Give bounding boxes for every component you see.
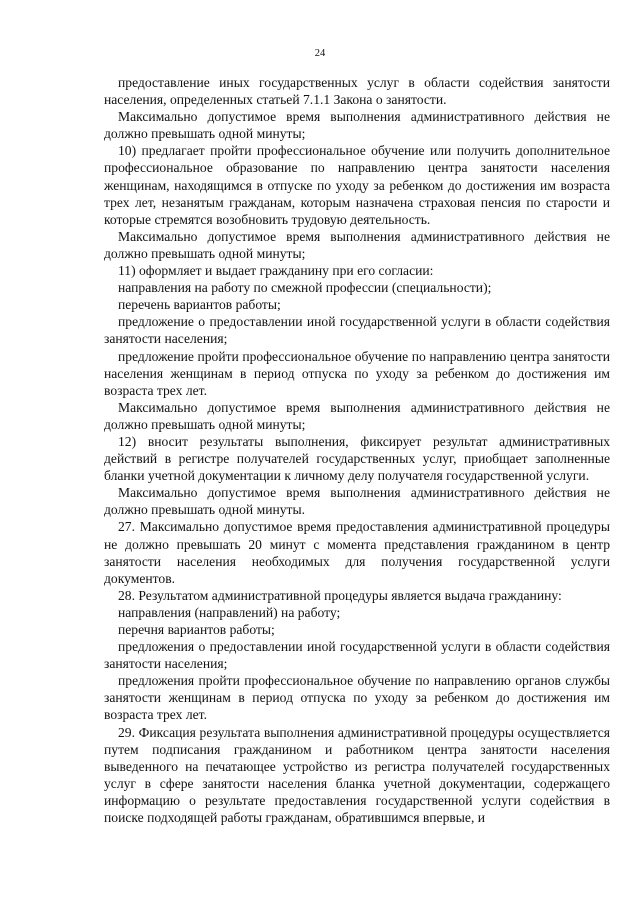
paragraph: Максимально допустимое время выполнения административного действия не должно превышать одной минуты;	[104, 228, 610, 261]
paragraph: направления (направлений) на работу;	[118, 604, 341, 620]
paragraph: 11) оформляет и выдает гражданину при его согласии:	[118, 263, 434, 279]
paragraph: 28. Результатом административной процедуры является выдача гражданину:	[118, 587, 562, 603]
paragraph: Максимально допустимое время выполнения административного действия не должно превышать одной минуты.	[104, 485, 610, 518]
paragraph: 29. Фиксация результата выполнения административной процедуры осуществляется путем подписания гражданином и работником центра занятости населения выведенного на печатающее устройство из регистра получателей государственных услуг в сфере занятости населения бланка учетной документации, содержащего информацию о результате предоставления государственной услуги содействия в поиске подходящей работы гражданам, обратившимся впервые, и	[104, 724, 610, 826]
paragraph: предложение пройти профессиональное обучение по направлению центра занятости населения женщинам в период отпуска по уходу за ребенком до достижения им возраста трех лет.	[104, 348, 610, 398]
paragraph: перечня вариантов работы;	[118, 622, 275, 637]
document-body	[104, 74, 610, 826]
page-number: 24	[314, 48, 326, 59]
paragraph: предложения пройти профессиональное обучение по направлению органов службы занятости женщинам в период отпуска по уходу за ребенком до достижения им возраста трех лет.	[104, 673, 610, 723]
paragraph: 27. Максимально допустимое время предоставления административной процедуры не должно превышать 20 минут с момента представления гражданином в центр занятости населения необходимых для получения государственной услуги документов.	[104, 519, 610, 586]
paragraph: Максимально допустимое время выполнения административного действия не должно превышать одной минуты;	[104, 399, 610, 432]
paragraph: Максимально допустимое время выполнения административного действия не должно превышать одной минуты;	[104, 109, 610, 142]
paragraph: 12) вносит результаты выполнения, фиксирует результат административных действий в регистре получателей государственных услуг, приобщает заполненные бланки учетной документации к личному делу получателя государственной услуги.	[104, 433, 610, 484]
paragraph: предложения о предоставлении иной государственной услуги в области содействия занятости населения;	[104, 639, 610, 672]
paragraph: 10) предлагает пройти профессиональное обучение или получить дополнительное профессиональное образование по направлению центра занятости населения женщинам, находящимся в отпуске по уходу за ребенком до достижения им возраста трех лет, незанятым гражданам, которым назначена страховая пенсия по старости и которые стремятся возобновить трудовую деятельность.	[104, 143, 610, 227]
paragraph: предложение о предоставлении иной государственной услуги в области содействия занятости населения;	[104, 314, 610, 347]
paragraph: предоставление иных государственных услуг в области содействия занятости населения, определенных статьей 7.1.1 Закона о занятости.	[104, 75, 610, 108]
paragraph: перечень вариантов работы;	[118, 297, 281, 313]
paragraph: направления на работу по смежной профессии (специальности);	[118, 280, 492, 296]
